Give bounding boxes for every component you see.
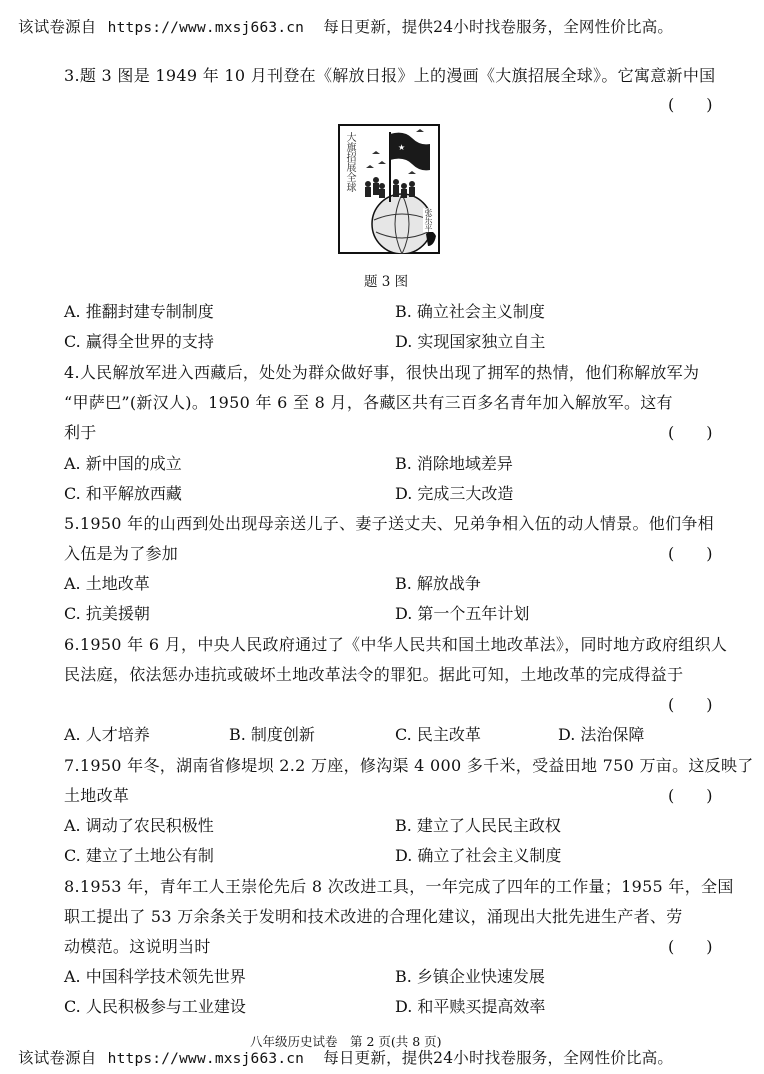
q6-option-d: D. 法治保障 xyxy=(558,725,645,744)
q7-option-d: D. 确立了社会主义制度 xyxy=(395,846,562,865)
q8-option-b: B. 乡镇企业快速发展 xyxy=(395,967,545,986)
q3-option-d: D. 实现国家独立自主 xyxy=(395,332,546,351)
q6-option-a: A. 人才培养 xyxy=(64,725,150,744)
svg-text:★: ★ xyxy=(398,143,406,152)
bottom-banner xyxy=(18,1046,673,1068)
banner-slogan: 每日更新，提供24小时找卷服务，全网性价比高。 xyxy=(323,18,674,36)
q7-option-a: A. 调动了农民积极性 xyxy=(64,816,214,835)
q3-stem-line-1: 3.题 3 图是 1949 年 10 月刊登在《解放日报》上的漫画《大旗招展全球》。它寓意新中国 xyxy=(64,66,716,85)
q4-option-b: B. 消除地域差异 xyxy=(395,454,513,473)
figure-caption: 题 3 图 xyxy=(364,274,409,290)
page-footer: 八年级历史试卷 第 2 页(共 8 页) xyxy=(250,1034,442,1049)
q7-stem-line-1: 7.1950 年冬，湖南省修堤坝 2.2 万座，修沟渠 4 000 多千米，受益田地 750 万亩。这反映了 xyxy=(64,756,754,775)
banner-slogan: 每日更新，提供24小时找卷服务，全网性价比高。 xyxy=(323,1049,674,1067)
banner-url[interactable]: https://www.mxsj663.cn xyxy=(107,1051,305,1067)
q3-option-a: A. 推翻封建专制制度 xyxy=(64,302,214,321)
banner-source: 该试卷源自 xyxy=(18,18,97,36)
q8-answer-paren: ( ) xyxy=(668,937,713,956)
q3-cartoon-figure xyxy=(338,124,440,254)
q7-stem-line-2: 土地改革 xyxy=(64,786,130,805)
q5-stem-line-2: 入伍是为了参加 xyxy=(64,544,179,563)
q8-stem-line-1: 8.1953 年，青年工人王崇伦先后 8 次改进工具，一年完成了四年的工作量；1955 年，全国 xyxy=(64,877,734,896)
q3-option-b: B. 确立社会主义制度 xyxy=(395,302,545,321)
top-banner xyxy=(18,15,673,37)
q8-stem-line-2: 职工提出了 53 万余条关于发明和技术改进的合理化建议，涌现出大批先进生产者、劳 xyxy=(64,907,683,926)
q6-option-c: C. 民主改革 xyxy=(395,725,481,744)
q8-stem-line-3: 动模范。这说明当时 xyxy=(64,937,211,956)
q6-stem-line-2: 民法庭，依法惩办违抗或破坏土地改革法令的罪犯。据此可知，土地改革的完成得益于 xyxy=(64,665,684,684)
banner-url[interactable]: https://www.mxsj663.cn xyxy=(107,20,305,36)
q5-option-c: C. 抗美援朝 xyxy=(64,604,150,623)
q4-option-d: D. 完成三大改造 xyxy=(395,484,514,503)
q5-answer-paren: ( ) xyxy=(668,544,713,563)
q4-option-a: A. 新中国的成立 xyxy=(64,454,182,473)
q6-option-b: B. 制度创新 xyxy=(229,725,315,744)
q3-answer-paren: ( ) xyxy=(668,95,713,114)
q6-answer-paren: ( ) xyxy=(668,695,713,714)
q7-option-b: B. 建立了人民民主政权 xyxy=(395,816,561,835)
q6-stem-line-1: 6.1950 年 6 月，中央人民政府通过了《中华人民共和国土地改革法》，同时地方政府组织人 xyxy=(64,635,728,654)
q8-option-d: D. 和平赎买提高效率 xyxy=(395,997,546,1016)
q5-stem-line-1: 5.1950 年的山西到处出现母亲送儿子、妻子送丈夫、兄弟争相入伍的动人情景。他们争相 xyxy=(64,514,714,533)
q5-option-b: B. 解放战争 xyxy=(395,574,481,593)
q5-option-a: A. 土地改革 xyxy=(64,574,150,593)
q4-stem-line-2: “甲萨巴”(新汉人)。1950 年 6 至 8 月，各藏区共有三百多名青年加入解放军。这有 xyxy=(64,393,673,412)
q8-option-a: A. 中国科学技术领先世界 xyxy=(64,967,246,986)
q7-answer-paren: ( ) xyxy=(668,786,713,805)
cartoon-title-text: 大旗招展全球 xyxy=(344,132,355,192)
banner-source: 该试卷源自 xyxy=(18,1049,97,1067)
q5-option-d: D. 第一个五年计划 xyxy=(395,604,530,623)
cartoon-signature: 张乐平 xyxy=(424,208,433,232)
q8-option-c: C. 人民积极参与工业建设 xyxy=(64,997,246,1016)
q7-option-c: C. 建立了土地公有制 xyxy=(64,846,214,865)
q3-option-c: C. 赢得全世界的支持 xyxy=(64,332,214,351)
q4-stem-line-3: 利于 xyxy=(64,423,97,442)
q4-option-c: C. 和平解放西藏 xyxy=(64,484,182,503)
q4-answer-paren: ( ) xyxy=(668,423,713,442)
q4-stem-line-1: 4.人民解放军进入西藏后，处处为群众做好事，很快出现了拥军的热情，他们称解放军为 xyxy=(64,363,700,382)
